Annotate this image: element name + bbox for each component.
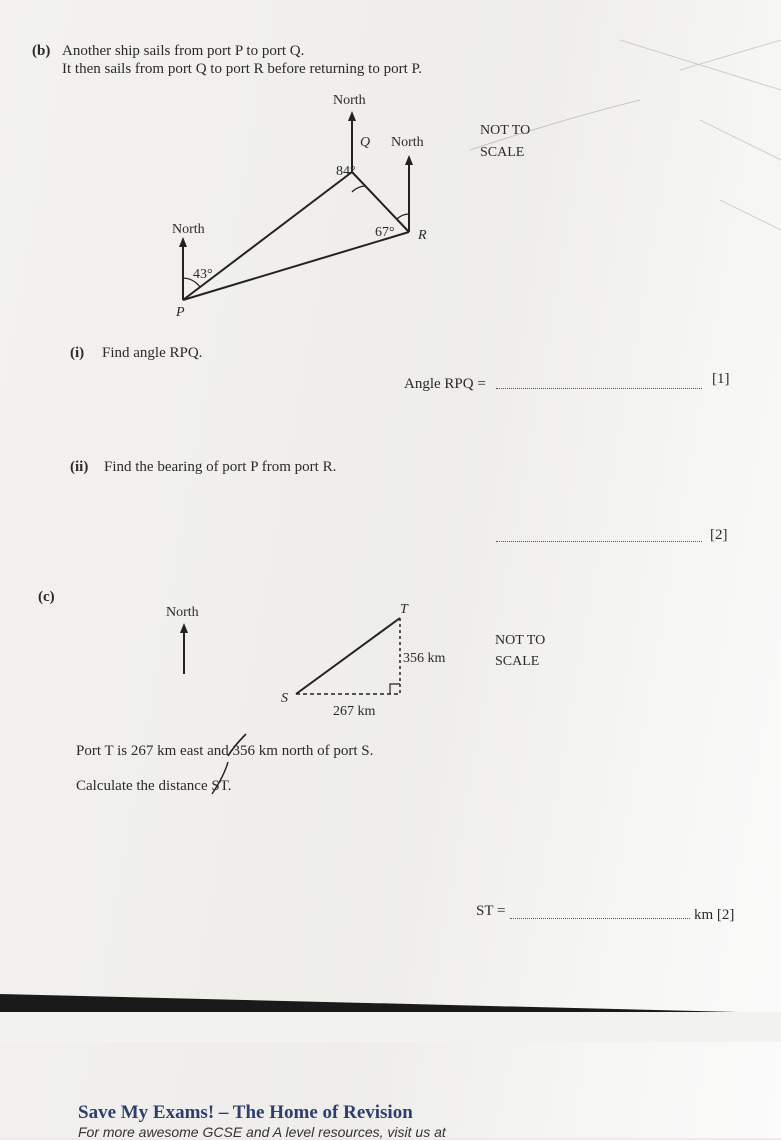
crack-line bbox=[680, 40, 781, 70]
point-r-label: R bbox=[418, 228, 427, 243]
angle-arc-r bbox=[397, 214, 409, 219]
north-arrowhead-q bbox=[348, 111, 356, 121]
footer-title: Save My Exams! – The Home of Revision bbox=[78, 1102, 413, 1123]
north-label-c: North bbox=[166, 605, 199, 620]
north-label-top: North bbox=[333, 93, 366, 108]
line-st bbox=[296, 618, 400, 694]
route-q-to-r bbox=[352, 172, 409, 232]
angle-p-label: 43° bbox=[193, 267, 213, 282]
scale-label: SCALE bbox=[480, 145, 525, 160]
sub-ii-answer-line[interactable] bbox=[496, 541, 702, 542]
north-label-q: North bbox=[391, 135, 424, 150]
point-p-label: P bbox=[176, 305, 185, 320]
ship-route-diagram bbox=[0, 0, 781, 340]
point-q-label: Q bbox=[360, 135, 371, 150]
sub-ii-question: Find the bearing of port P from port R. bbox=[104, 459, 337, 475]
page-edge-gap bbox=[0, 1012, 781, 1042]
crack-line bbox=[700, 120, 781, 160]
sub-i-answer-label: Angle RPQ = bbox=[404, 376, 486, 392]
right-angle-marker bbox=[390, 684, 400, 694]
sub-i-marks: [1] bbox=[712, 371, 730, 387]
angle-r-label: 67° bbox=[375, 225, 395, 240]
sub-i-question: Find angle RPQ. bbox=[102, 345, 203, 361]
distance-diagram bbox=[0, 580, 781, 800]
point-t-label: T bbox=[400, 602, 408, 617]
angle-arc-q bbox=[352, 186, 366, 192]
north-arrowhead-r bbox=[405, 155, 413, 165]
north-label-p: North bbox=[172, 222, 205, 237]
sub-ii-marks: [2] bbox=[710, 527, 728, 543]
not-to-label-c: NOT TO bbox=[495, 633, 546, 648]
point-s-label: S bbox=[281, 691, 288, 706]
part-c-label: (c) bbox=[38, 589, 55, 605]
angle-q-label: 84° bbox=[336, 164, 356, 179]
north-arrowhead-p bbox=[179, 237, 187, 247]
part-c-line-1: Port T is 267 km east and 356 km north of port S. bbox=[76, 743, 374, 759]
horizontal-distance-label: 267 km bbox=[333, 704, 376, 719]
part-b-label: (b) bbox=[32, 43, 51, 59]
route-r-to-p bbox=[183, 232, 409, 300]
footer-subtitle: For more awesome GCSE and A level resources, visit us at bbox=[78, 1124, 446, 1140]
part-c-answer-line[interactable] bbox=[510, 918, 690, 919]
part-b-line-1: Another ship sails from port P to port Q. bbox=[62, 43, 305, 59]
part-b-line-2: It then sails from port Q to port R before returning to port P. bbox=[62, 61, 422, 77]
sub-i-answer-line[interactable] bbox=[496, 388, 702, 389]
not-to-label: NOT TO bbox=[480, 123, 531, 138]
north-arrowhead-c bbox=[180, 623, 188, 633]
sub-ii-label: (ii) bbox=[70, 459, 89, 475]
part-c-line-2: Calculate the distance ST. bbox=[76, 778, 232, 794]
part-c-answer-label: ST = bbox=[476, 903, 506, 919]
sub-i-label: (i) bbox=[70, 345, 85, 361]
vertical-distance-label: 356 km bbox=[403, 651, 446, 666]
crack-line bbox=[720, 200, 781, 230]
scale-label-c: SCALE bbox=[495, 654, 540, 669]
part-c-unit-marks: km [2] bbox=[694, 907, 735, 923]
